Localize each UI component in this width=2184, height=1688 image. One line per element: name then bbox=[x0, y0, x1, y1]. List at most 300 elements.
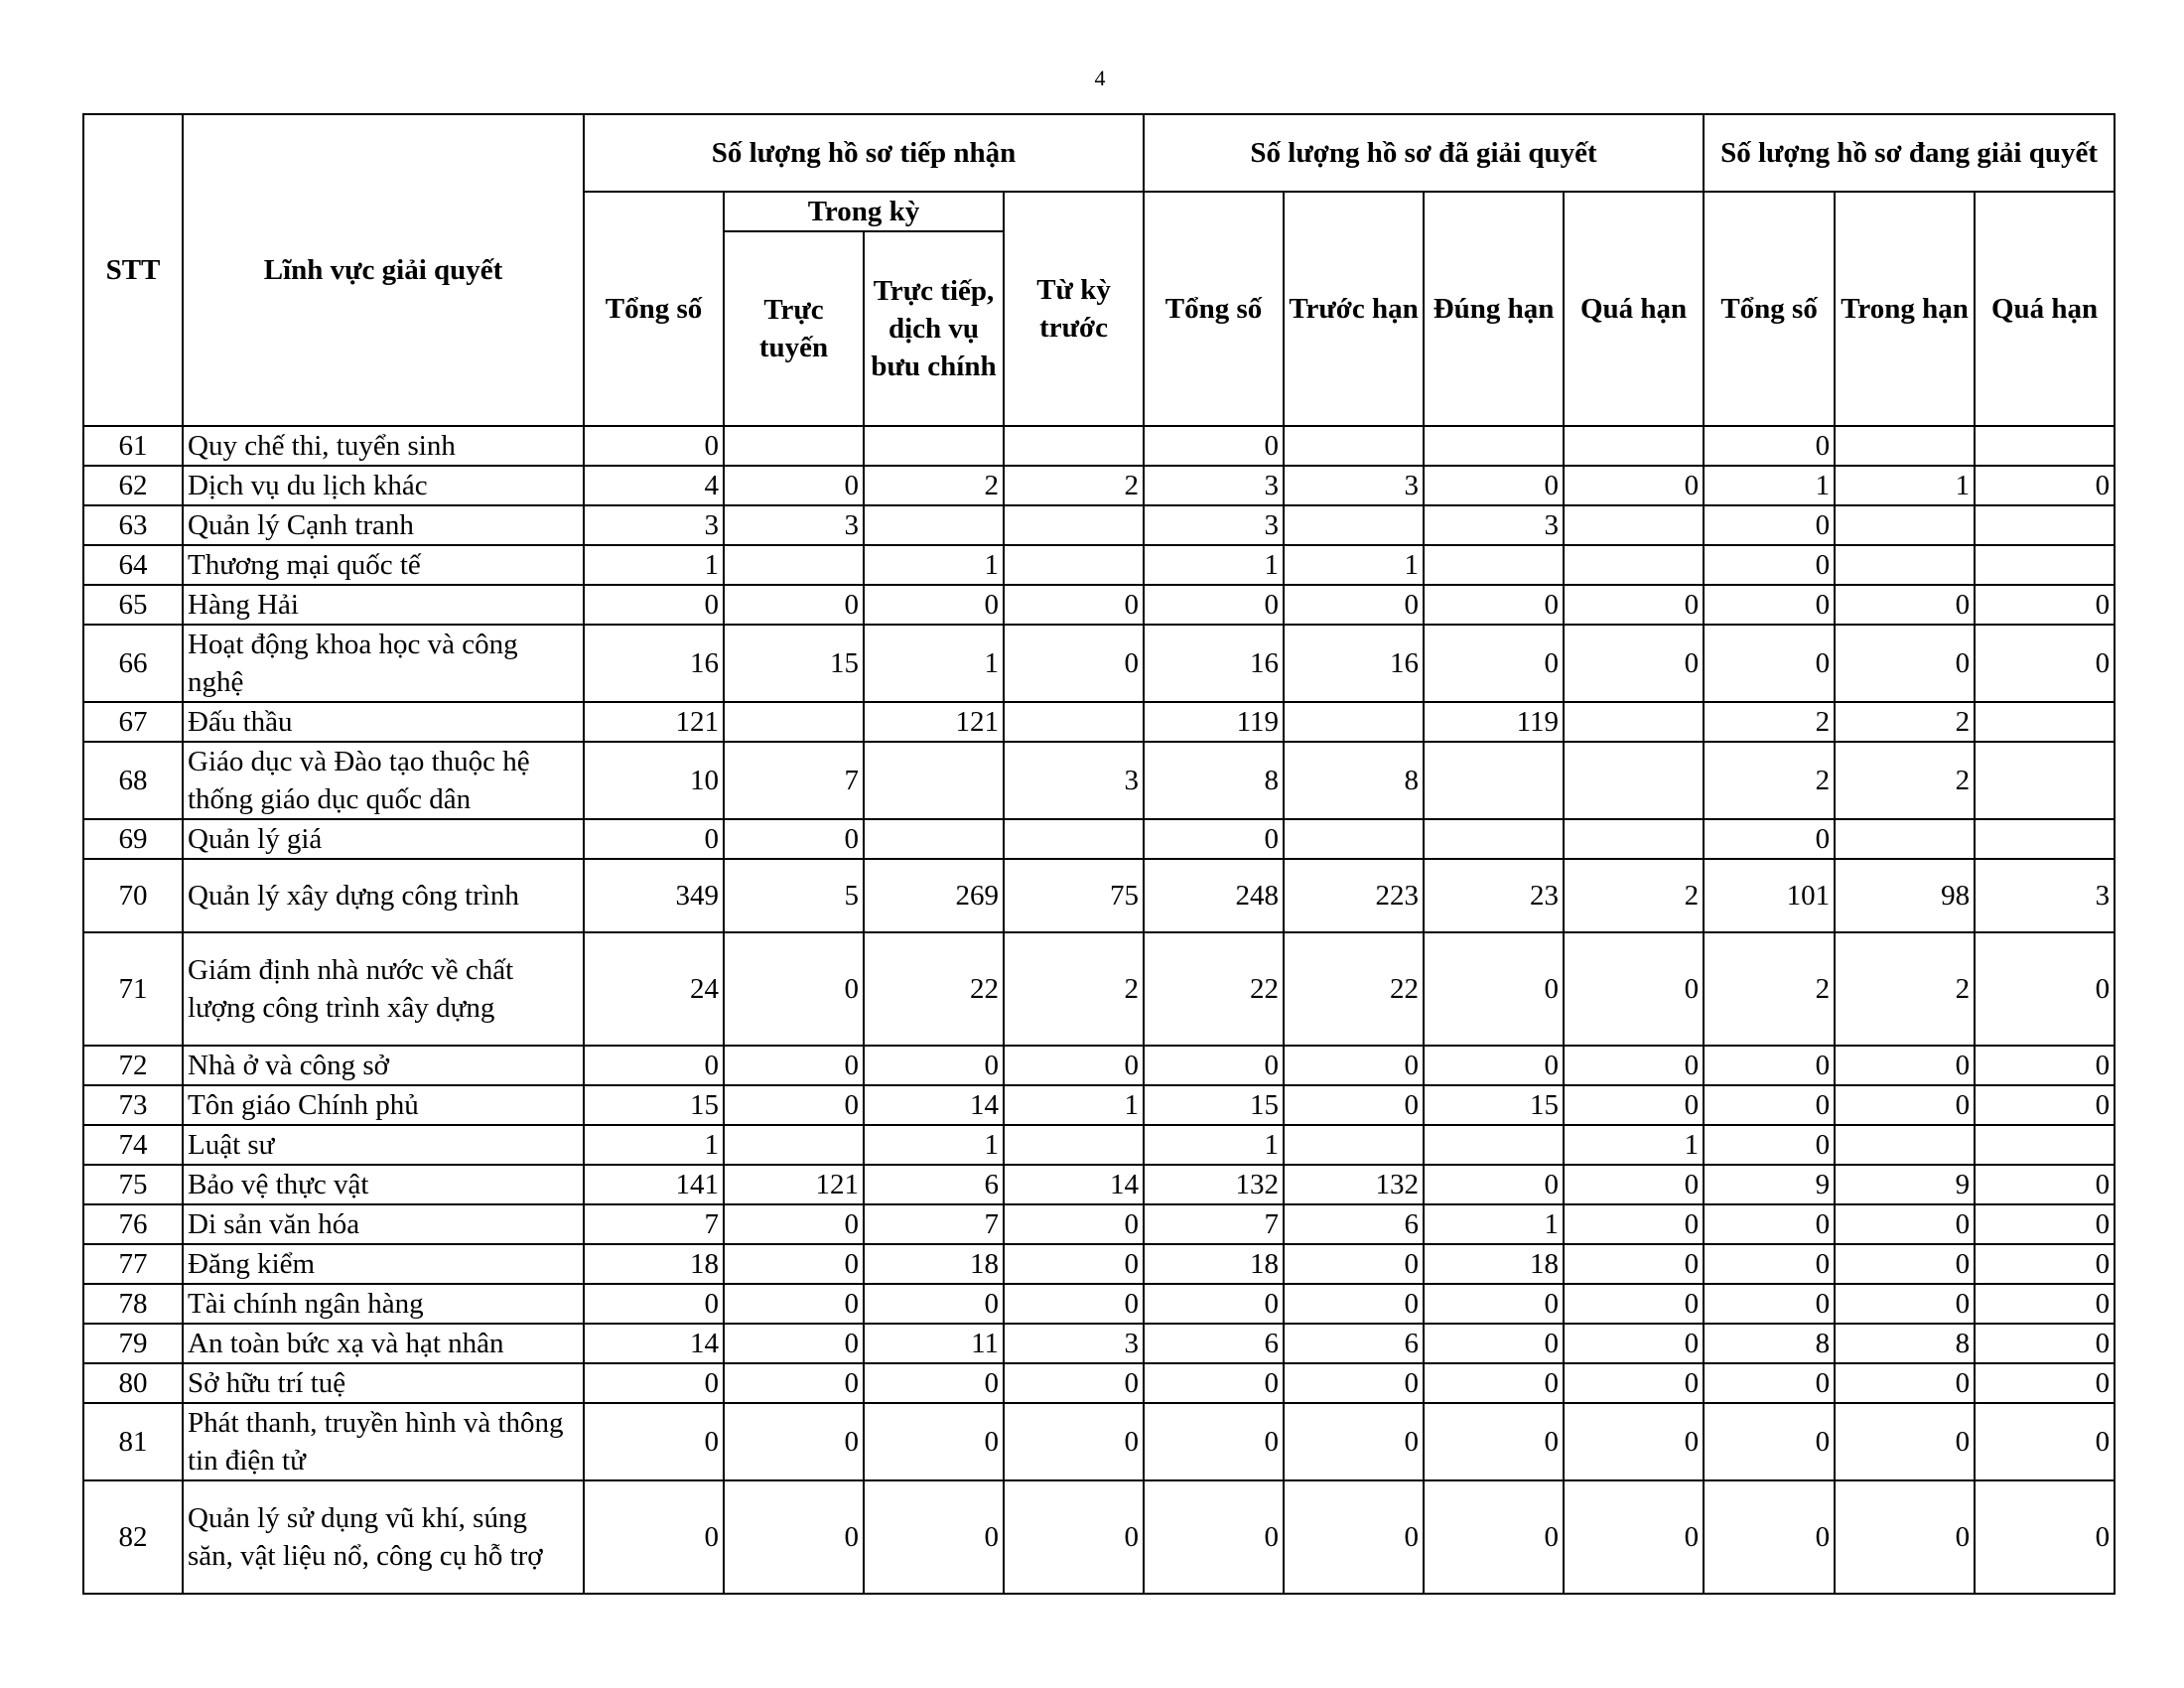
row-field: Giám định nhà nước về chất lượng công trình xây dựng bbox=[183, 932, 584, 1046]
cell-received-total: 16 bbox=[584, 625, 724, 702]
cell-resolved-total: 1 bbox=[1144, 545, 1284, 585]
cell-pending-overdue: 0 bbox=[1975, 1363, 2115, 1403]
cell-overdue: 0 bbox=[1564, 1363, 1704, 1403]
cell-within-deadline: 0 bbox=[1835, 1403, 1975, 1480]
cell-direct-postal: 14 bbox=[864, 1085, 1004, 1125]
cell-resolved-total: 0 bbox=[1144, 1403, 1284, 1480]
table-row bbox=[83, 1480, 2115, 1594]
cell-resolved-total: 8 bbox=[1144, 742, 1284, 819]
cell-early: 6 bbox=[1284, 1324, 1424, 1363]
cell-pending-overdue bbox=[1975, 426, 2115, 466]
cell-overdue: 0 bbox=[1564, 1046, 1704, 1085]
cell-early bbox=[1284, 702, 1424, 742]
cell-early: 16 bbox=[1284, 625, 1424, 702]
cell-overdue: 0 bbox=[1564, 1204, 1704, 1244]
cell-early bbox=[1284, 426, 1424, 466]
row-field: Tôn giáo Chính phủ bbox=[183, 1085, 584, 1125]
cell-within-deadline bbox=[1835, 1125, 1975, 1165]
table-row bbox=[83, 1165, 2115, 1204]
row-field: Tài chính ngân hàng bbox=[183, 1284, 584, 1324]
cell-online bbox=[724, 702, 864, 742]
cell-within-deadline: 0 bbox=[1835, 1085, 1975, 1125]
row-stt: 80 bbox=[83, 1363, 183, 1403]
cell-pending-overdue: 0 bbox=[1975, 1244, 2115, 1284]
header-pending-group: Số lượng hồ sơ đang giải quyết bbox=[1704, 114, 2115, 192]
cell-within-deadline: 0 bbox=[1835, 1204, 1975, 1244]
cell-on-time: 0 bbox=[1424, 466, 1564, 505]
cell-on-time: 3 bbox=[1424, 505, 1564, 545]
cell-pending-total: 0 bbox=[1704, 1125, 1835, 1165]
cell-pending-total: 2 bbox=[1704, 742, 1835, 819]
cell-on-time bbox=[1424, 426, 1564, 466]
cell-from-previous: 0 bbox=[1004, 625, 1144, 702]
cell-early: 0 bbox=[1284, 1046, 1424, 1085]
cell-within-deadline: 98 bbox=[1835, 859, 1975, 932]
table-row bbox=[83, 505, 2115, 545]
cell-on-time: 0 bbox=[1424, 625, 1564, 702]
table-row bbox=[83, 742, 2115, 819]
cell-received-total: 121 bbox=[584, 702, 724, 742]
header-overdue: Quá hạn bbox=[1564, 192, 1704, 426]
row-stt: 71 bbox=[83, 932, 183, 1046]
cell-resolved-total: 0 bbox=[1144, 426, 1284, 466]
row-field: An toàn bức xạ và hạt nhân bbox=[183, 1324, 584, 1363]
row-field: Dịch vụ du lịch khác bbox=[183, 466, 584, 505]
cell-from-previous bbox=[1004, 545, 1144, 585]
row-field: Di sản văn hóa bbox=[183, 1204, 584, 1244]
cell-from-previous: 1 bbox=[1004, 1085, 1144, 1125]
cell-online: 0 bbox=[724, 1363, 864, 1403]
cell-overdue: 0 bbox=[1564, 932, 1704, 1046]
cell-early: 0 bbox=[1284, 1403, 1424, 1480]
cell-direct-postal: 1 bbox=[864, 545, 1004, 585]
cell-online: 0 bbox=[724, 585, 864, 625]
cell-resolved-total: 248 bbox=[1144, 859, 1284, 932]
cell-direct-postal: 121 bbox=[864, 702, 1004, 742]
cell-direct-postal: 269 bbox=[864, 859, 1004, 932]
cell-online: 0 bbox=[724, 1403, 864, 1480]
table-row bbox=[83, 1324, 2115, 1363]
cell-pending-overdue: 0 bbox=[1975, 932, 2115, 1046]
cell-overdue: 2 bbox=[1564, 859, 1704, 932]
cell-online: 0 bbox=[724, 1244, 864, 1284]
row-field: Hoạt động khoa học và công nghệ bbox=[183, 625, 584, 702]
header-in-period: Trong kỳ bbox=[724, 192, 1004, 231]
cell-early: 0 bbox=[1284, 585, 1424, 625]
row-stt: 74 bbox=[83, 1125, 183, 1165]
cell-from-previous: 0 bbox=[1004, 1403, 1144, 1480]
cell-resolved-total: 22 bbox=[1144, 932, 1284, 1046]
row-field: Đăng kiểm bbox=[183, 1244, 584, 1284]
cell-overdue: 1 bbox=[1564, 1125, 1704, 1165]
cell-received-total: 0 bbox=[584, 585, 724, 625]
table-row bbox=[83, 932, 2115, 1046]
cell-from-previous: 0 bbox=[1004, 1046, 1144, 1085]
cell-received-total: 1 bbox=[584, 1125, 724, 1165]
cell-direct-postal: 0 bbox=[864, 585, 1004, 625]
cell-direct-postal: 0 bbox=[864, 1046, 1004, 1085]
cell-received-total: 24 bbox=[584, 932, 724, 1046]
cell-direct-postal: 0 bbox=[864, 1480, 1004, 1594]
cell-received-total: 7 bbox=[584, 1204, 724, 1244]
cell-pending-total: 8 bbox=[1704, 1324, 1835, 1363]
cell-on-time: 0 bbox=[1424, 1403, 1564, 1480]
row-field: Luật sư bbox=[183, 1125, 584, 1165]
cell-within-deadline: 0 bbox=[1835, 1244, 1975, 1284]
row-field: Quy chế thi, tuyển sinh bbox=[183, 426, 584, 466]
cell-pending-overdue: 0 bbox=[1975, 1204, 2115, 1244]
header-stt: STT bbox=[83, 114, 183, 426]
cell-from-previous: 2 bbox=[1004, 932, 1144, 1046]
cell-online: 0 bbox=[724, 1480, 864, 1594]
cell-received-total: 0 bbox=[584, 426, 724, 466]
row-field: Quản lý giá bbox=[183, 819, 584, 859]
cell-direct-postal: 11 bbox=[864, 1324, 1004, 1363]
cell-early: 3 bbox=[1284, 466, 1424, 505]
cell-resolved-total: 0 bbox=[1144, 1480, 1284, 1594]
cell-from-previous: 0 bbox=[1004, 1363, 1144, 1403]
cell-overdue: 0 bbox=[1564, 1480, 1704, 1594]
row-stt: 64 bbox=[83, 545, 183, 585]
cell-pending-overdue bbox=[1975, 545, 2115, 585]
header-resolved-total: Tổng số bbox=[1144, 192, 1284, 426]
cell-pending-total: 2 bbox=[1704, 932, 1835, 1046]
cell-overdue: 0 bbox=[1564, 625, 1704, 702]
table-row bbox=[83, 466, 2115, 505]
cell-on-time bbox=[1424, 819, 1564, 859]
cell-resolved-total: 15 bbox=[1144, 1085, 1284, 1125]
cell-pending-overdue: 3 bbox=[1975, 859, 2115, 932]
cell-from-previous bbox=[1004, 426, 1144, 466]
cell-online: 0 bbox=[724, 1204, 864, 1244]
cell-from-previous: 0 bbox=[1004, 1284, 1144, 1324]
cell-from-previous: 2 bbox=[1004, 466, 1144, 505]
report-table bbox=[82, 113, 2116, 1595]
cell-pending-overdue: 0 bbox=[1975, 1480, 2115, 1594]
header-resolved-group: Số lượng hồ sơ đã giải quyết bbox=[1144, 114, 1704, 192]
cell-from-previous bbox=[1004, 702, 1144, 742]
header-pending-total: Tổng số bbox=[1704, 192, 1835, 426]
cell-pending-total: 0 bbox=[1704, 1085, 1835, 1125]
cell-on-time bbox=[1424, 545, 1564, 585]
row-field: Bảo vệ thực vật bbox=[183, 1165, 584, 1204]
cell-overdue bbox=[1564, 426, 1704, 466]
cell-received-total: 0 bbox=[584, 819, 724, 859]
cell-received-total: 141 bbox=[584, 1165, 724, 1204]
cell-pending-overdue bbox=[1975, 505, 2115, 545]
cell-received-total: 18 bbox=[584, 1244, 724, 1284]
header-pending-overdue: Quá hạn bbox=[1975, 192, 2115, 426]
cell-within-deadline: 1 bbox=[1835, 466, 1975, 505]
table-row bbox=[83, 1244, 2115, 1284]
cell-within-deadline: 0 bbox=[1835, 585, 1975, 625]
cell-from-previous bbox=[1004, 505, 1144, 545]
cell-within-deadline bbox=[1835, 505, 1975, 545]
cell-received-total: 0 bbox=[584, 1480, 724, 1594]
cell-resolved-total: 0 bbox=[1144, 585, 1284, 625]
row-stt: 76 bbox=[83, 1204, 183, 1244]
cell-on-time bbox=[1424, 1125, 1564, 1165]
cell-pending-overdue: 0 bbox=[1975, 1324, 2115, 1363]
cell-within-deadline: 2 bbox=[1835, 742, 1975, 819]
cell-from-previous: 0 bbox=[1004, 1244, 1144, 1284]
cell-pending-overdue bbox=[1975, 1125, 2115, 1165]
cell-pending-total: 0 bbox=[1704, 1244, 1835, 1284]
cell-within-deadline bbox=[1835, 426, 1975, 466]
cell-early: 223 bbox=[1284, 859, 1424, 932]
cell-online bbox=[724, 545, 864, 585]
cell-from-previous: 3 bbox=[1004, 742, 1144, 819]
cell-from-previous: 0 bbox=[1004, 585, 1144, 625]
cell-within-deadline: 0 bbox=[1835, 1480, 1975, 1594]
row-stt: 81 bbox=[83, 1403, 183, 1480]
row-stt: 61 bbox=[83, 426, 183, 466]
table-row bbox=[83, 819, 2115, 859]
cell-from-previous: 0 bbox=[1004, 1204, 1144, 1244]
cell-resolved-total: 0 bbox=[1144, 1284, 1284, 1324]
cell-pending-total: 0 bbox=[1704, 545, 1835, 585]
row-field: Quản lý Cạnh tranh bbox=[183, 505, 584, 545]
cell-direct-postal bbox=[864, 505, 1004, 545]
cell-resolved-total: 6 bbox=[1144, 1324, 1284, 1363]
cell-online: 5 bbox=[724, 859, 864, 932]
row-field: Sở hữu trí tuệ bbox=[183, 1363, 584, 1403]
cell-early: 6 bbox=[1284, 1204, 1424, 1244]
cell-pending-overdue: 0 bbox=[1975, 466, 2115, 505]
cell-received-total: 0 bbox=[584, 1284, 724, 1324]
cell-within-deadline: 8 bbox=[1835, 1324, 1975, 1363]
cell-received-total: 10 bbox=[584, 742, 724, 819]
cell-pending-overdue: 0 bbox=[1975, 1085, 2115, 1125]
header-received-total: Tổng số bbox=[584, 192, 724, 426]
cell-on-time: 18 bbox=[1424, 1244, 1564, 1284]
row-stt: 65 bbox=[83, 585, 183, 625]
cell-online: 0 bbox=[724, 1046, 864, 1085]
row-stt: 82 bbox=[83, 1480, 183, 1594]
cell-pending-overdue: 0 bbox=[1975, 585, 2115, 625]
table-row bbox=[83, 702, 2115, 742]
table-row bbox=[83, 625, 2115, 702]
row-field: Phát thanh, truyền hình và thông tin điện tử bbox=[183, 1403, 584, 1480]
cell-direct-postal: 0 bbox=[864, 1284, 1004, 1324]
cell-online bbox=[724, 1125, 864, 1165]
cell-received-total: 3 bbox=[584, 505, 724, 545]
cell-direct-postal: 0 bbox=[864, 1403, 1004, 1480]
table-row bbox=[83, 1284, 2115, 1324]
cell-pending-overdue bbox=[1975, 742, 2115, 819]
cell-pending-total: 0 bbox=[1704, 426, 1835, 466]
cell-online: 15 bbox=[724, 625, 864, 702]
cell-direct-postal: 1 bbox=[864, 1125, 1004, 1165]
cell-on-time: 0 bbox=[1424, 932, 1564, 1046]
cell-direct-postal bbox=[864, 426, 1004, 466]
cell-early bbox=[1284, 1125, 1424, 1165]
cell-overdue bbox=[1564, 505, 1704, 545]
cell-overdue: 0 bbox=[1564, 1324, 1704, 1363]
cell-within-deadline: 0 bbox=[1835, 625, 1975, 702]
cell-pending-total: 0 bbox=[1704, 1403, 1835, 1480]
cell-pending-total: 0 bbox=[1704, 505, 1835, 545]
cell-pending-overdue: 0 bbox=[1975, 625, 2115, 702]
cell-early: 132 bbox=[1284, 1165, 1424, 1204]
header-on-time: Đúng hạn bbox=[1424, 192, 1564, 426]
cell-within-deadline: 2 bbox=[1835, 932, 1975, 1046]
page-number: 4 bbox=[1094, 66, 1106, 90]
cell-from-previous: 0 bbox=[1004, 1480, 1144, 1594]
cell-received-total: 15 bbox=[584, 1085, 724, 1125]
cell-received-total: 4 bbox=[584, 466, 724, 505]
cell-pending-total: 0 bbox=[1704, 819, 1835, 859]
row-stt: 77 bbox=[83, 1244, 183, 1284]
row-stt: 68 bbox=[83, 742, 183, 819]
table-row bbox=[83, 1363, 2115, 1403]
cell-direct-postal: 6 bbox=[864, 1165, 1004, 1204]
cell-online: 0 bbox=[724, 466, 864, 505]
table-row bbox=[83, 1085, 2115, 1125]
cell-within-deadline: 0 bbox=[1835, 1363, 1975, 1403]
cell-pending-overdue: 0 bbox=[1975, 1403, 2115, 1480]
cell-pending-overdue: 0 bbox=[1975, 1046, 2115, 1085]
cell-direct-postal: 2 bbox=[864, 466, 1004, 505]
cell-resolved-total: 0 bbox=[1144, 819, 1284, 859]
cell-within-deadline: 2 bbox=[1835, 702, 1975, 742]
row-field: Quản lý xây dựng công trình bbox=[183, 859, 584, 932]
cell-early: 8 bbox=[1284, 742, 1424, 819]
row-stt: 75 bbox=[83, 1165, 183, 1204]
cell-overdue: 0 bbox=[1564, 585, 1704, 625]
cell-direct-postal bbox=[864, 742, 1004, 819]
cell-direct-postal: 1 bbox=[864, 625, 1004, 702]
cell-overdue bbox=[1564, 702, 1704, 742]
row-stt: 69 bbox=[83, 819, 183, 859]
cell-online: 0 bbox=[724, 932, 864, 1046]
cell-pending-total: 9 bbox=[1704, 1165, 1835, 1204]
cell-resolved-total: 1 bbox=[1144, 1125, 1284, 1165]
table-row bbox=[83, 1125, 2115, 1165]
cell-resolved-total: 0 bbox=[1144, 1046, 1284, 1085]
row-field: Quản lý sử dụng vũ khí, súng săn, vật liệu nổ, công cụ hỗ trợ bbox=[183, 1480, 584, 1594]
cell-early: 0 bbox=[1284, 1363, 1424, 1403]
table-row bbox=[83, 545, 2115, 585]
row-field: Giáo dục và Đào tạo thuộc hệ thống giáo dục quốc dân bbox=[183, 742, 584, 819]
cell-received-total: 0 bbox=[584, 1403, 724, 1480]
cell-overdue: 0 bbox=[1564, 1085, 1704, 1125]
cell-pending-overdue: 0 bbox=[1975, 1165, 2115, 1204]
cell-on-time: 0 bbox=[1424, 1363, 1564, 1403]
row-stt: 72 bbox=[83, 1046, 183, 1085]
cell-on-time: 0 bbox=[1424, 1324, 1564, 1363]
cell-resolved-total: 7 bbox=[1144, 1204, 1284, 1244]
cell-on-time: 0 bbox=[1424, 1480, 1564, 1594]
cell-pending-total: 0 bbox=[1704, 585, 1835, 625]
header-within-deadline: Trong hạn bbox=[1835, 192, 1975, 426]
cell-resolved-total: 0 bbox=[1144, 1363, 1284, 1403]
cell-online: 0 bbox=[724, 819, 864, 859]
cell-online: 7 bbox=[724, 742, 864, 819]
cell-received-total: 14 bbox=[584, 1324, 724, 1363]
table-row bbox=[83, 859, 2115, 932]
cell-direct-postal: 18 bbox=[864, 1244, 1004, 1284]
cell-from-previous bbox=[1004, 1125, 1144, 1165]
cell-on-time: 15 bbox=[1424, 1085, 1564, 1125]
cell-received-total: 0 bbox=[584, 1363, 724, 1403]
row-field: Hàng Hải bbox=[183, 585, 584, 625]
table-header bbox=[83, 114, 2115, 426]
row-field: Nhà ở và công sở bbox=[183, 1046, 584, 1085]
cell-resolved-total: 3 bbox=[1144, 505, 1284, 545]
cell-direct-postal: 22 bbox=[864, 932, 1004, 1046]
cell-online: 0 bbox=[724, 1284, 864, 1324]
cell-pending-overdue: 0 bbox=[1975, 1284, 2115, 1324]
cell-pending-total: 0 bbox=[1704, 1480, 1835, 1594]
cell-from-previous: 3 bbox=[1004, 1324, 1144, 1363]
cell-pending-overdue bbox=[1975, 819, 2115, 859]
cell-early: 1 bbox=[1284, 545, 1424, 585]
cell-overdue: 0 bbox=[1564, 466, 1704, 505]
cell-early: 22 bbox=[1284, 932, 1424, 1046]
cell-pending-total: 0 bbox=[1704, 1363, 1835, 1403]
cell-early bbox=[1284, 819, 1424, 859]
cell-on-time: 1 bbox=[1424, 1204, 1564, 1244]
header-early: Trước hạn bbox=[1284, 192, 1424, 426]
cell-resolved-total: 16 bbox=[1144, 625, 1284, 702]
cell-overdue: 0 bbox=[1564, 1165, 1704, 1204]
table-row bbox=[83, 426, 2115, 466]
row-stt: 62 bbox=[83, 466, 183, 505]
cell-resolved-total: 132 bbox=[1144, 1165, 1284, 1204]
cell-on-time: 0 bbox=[1424, 1046, 1564, 1085]
cell-online: 0 bbox=[724, 1085, 864, 1125]
cell-pending-total: 0 bbox=[1704, 1204, 1835, 1244]
cell-resolved-total: 18 bbox=[1144, 1244, 1284, 1284]
cell-early bbox=[1284, 505, 1424, 545]
cell-received-total: 1 bbox=[584, 545, 724, 585]
cell-overdue bbox=[1564, 545, 1704, 585]
cell-resolved-total: 119 bbox=[1144, 702, 1284, 742]
cell-online: 0 bbox=[724, 1324, 864, 1363]
row-stt: 79 bbox=[83, 1324, 183, 1363]
table-body bbox=[83, 426, 2115, 1594]
header-field: Lĩnh vực giải quyết bbox=[183, 114, 584, 426]
cell-within-deadline: 9 bbox=[1835, 1165, 1975, 1204]
cell-received-total: 0 bbox=[584, 1046, 724, 1085]
header-received-group: Số lượng hồ sơ tiếp nhận bbox=[584, 114, 1144, 192]
row-field: Đấu thầu bbox=[183, 702, 584, 742]
cell-within-deadline: 0 bbox=[1835, 1284, 1975, 1324]
header-direct-postal: Trực tiếp, dịch vụ bưu chính bbox=[864, 231, 1004, 426]
cell-from-previous bbox=[1004, 819, 1144, 859]
cell-overdue: 0 bbox=[1564, 1244, 1704, 1284]
row-field: Thương mại quốc tế bbox=[183, 545, 584, 585]
header-online: Trực tuyến bbox=[724, 231, 864, 426]
table-row bbox=[83, 1204, 2115, 1244]
cell-on-time: 119 bbox=[1424, 702, 1564, 742]
cell-resolved-total: 3 bbox=[1144, 466, 1284, 505]
row-stt: 78 bbox=[83, 1284, 183, 1324]
cell-online bbox=[724, 426, 864, 466]
cell-on-time bbox=[1424, 742, 1564, 819]
row-stt: 73 bbox=[83, 1085, 183, 1125]
row-stt: 66 bbox=[83, 625, 183, 702]
cell-early: 0 bbox=[1284, 1244, 1424, 1284]
cell-direct-postal: 7 bbox=[864, 1204, 1004, 1244]
cell-on-time: 23 bbox=[1424, 859, 1564, 932]
cell-pending-total: 0 bbox=[1704, 1046, 1835, 1085]
cell-overdue bbox=[1564, 742, 1704, 819]
cell-within-deadline bbox=[1835, 545, 1975, 585]
table-row bbox=[83, 1403, 2115, 1480]
cell-overdue bbox=[1564, 819, 1704, 859]
